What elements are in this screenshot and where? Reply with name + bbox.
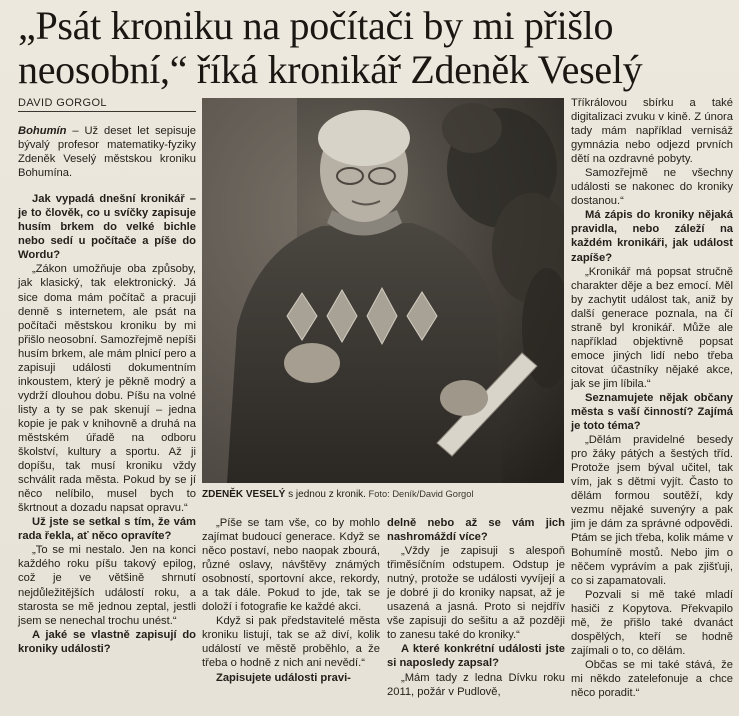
headline-line-2: neosobní,“ říká kronikář Zdeněk Veselý (18, 47, 643, 92)
answer-7c: Občas se mi také stává, že mi někdo zatelefonuje a chce něco poradit.“ (571, 658, 733, 699)
column-1 (18, 124, 196, 656)
column-2 (202, 516, 380, 685)
answer-3b: Když si pak představitelé města kroniku listují, tak se až diví, kolik událostí ve městě proběhlo, a že třeba o hodně z nich ani nevědí.“ (202, 615, 380, 670)
question-4-start: Zapisujete události pravi- (216, 671, 351, 684)
answer-6: „Kronikář má popsat stručně charakter děje a bez emocí. Měl by zachytit událost tak, aniž by další generace poznala, na čí straně byl kronikář. Může ale například objektivně popsat emoce jiných lidí nebo třeba citovat účastníky nějaké akce, jak se jim líbila.“ (571, 265, 733, 390)
answer-3: „Píše se tam vše, co by mohlo zajímat budoucí generace. Když se něco postaví, nebo naopak zbourá, různé oslavy, návštěvy známých osobností, sportovní akce, rekordy, a tak dále. Pokud to jde, tak se doloží i fotografie ke každé akci. (202, 517, 380, 614)
headline (18, 4, 733, 92)
question-5: A které konkrétní události jste si naposledy zapsal? (387, 643, 565, 670)
headline-line-1: „Psát kroniku na počítači by mi přišlo (18, 3, 614, 48)
question-7: Seznamujete nějak občany města s vaší činností? Zajímá je toto téma? (571, 391, 733, 433)
answer-7: „Dělám pravidelné besedy pro žáky pátých a šestých tříd. Protože jsem býval učitel, tak vím, jak s dětmi vyjít. Často to dělám formou soutěží, kdy vezmu nějaké suvenýry a pak jim je dám za správné odpovědi. Ptám se jich třeba, kolik máme v Bohumíně mostů. Nebo jim o něčem vyprávím a pak zjišťuji, co si zapamatovali. (571, 434, 733, 587)
answer-1: „Zákon umožňuje oba způsoby, jak klasický, tak elektronický. Já sice doma mám počítač a pracuji denně s internetem, ale psát na počítači městskou kroniku by mi přišlo neosobní. Samozřejmě nepíši husím brkem, ale mám plnicí pero a zapisuji události dokumentním inkoustem, který je pěkně modrý a vydrží dlouhou dobu. Píšu na volné listy a ty se pak skenují – jedna kopie je pak v knihovně a druhá na městském úřadě na odboru školství, kultury a sportu. Až ji dopíšu, tak musí kroniku vždy schválit rada města. Pokud by se jí něco nelíbilo, musel bych to škrtnout a dozadu napsat opravu.“ (18, 263, 196, 515)
answer-2: „To se mi nestalo. Jen na konci každého roku píšu takový epilog, což je ve většině shrnutí nejdůležitějších událostí roku, a starosta se mě jednou zeptal, jestli jsem se nenechal trochu unést.“ (18, 544, 196, 627)
lead-place: Bohumín (18, 125, 67, 137)
byline-rule (18, 111, 196, 112)
answer-5: „Mám tady z ledna Dívku roku 2011, požár v Pudlově, (387, 671, 565, 698)
column-3 (387, 516, 565, 699)
column-4 (571, 96, 733, 700)
caption-name: ZDENĚK VESELÝ (202, 489, 286, 500)
question-2: Už jste se setkal s tím, že vám rada řekla, ať něco opravíte? (18, 516, 196, 543)
portrait-illustration (202, 98, 564, 483)
lead-paragraph (18, 124, 196, 180)
photo-caption (202, 489, 564, 500)
caption-credit: Foto: Deník/David Gorgol (365, 489, 474, 499)
answer-7b: Pozvali si mě také mladí hasiči z Kopytova. Překvapilo mě, že přišlo také dvanáct dospělých, kteří se hodně zajímali o to, co dělám. (571, 588, 733, 657)
lead-text: – Už deset let sepisuje bývalý profesor matematiky-fyziky Zdeněk Veselý městskou kroniku Bohumína. (18, 125, 196, 180)
question-1: Jak vypadá dnešní kronikář – je to člověk, co u svíčky zapisuje husím brkem do velké bichle nebo sedí u počítače a píše do Wordu? (18, 193, 196, 262)
byline: DAVID GORGOL (18, 97, 107, 109)
photo-zdenek-vesely (202, 98, 564, 483)
question-6: Má zápis do kroniky nějaká pravidla, nebo záleží na každém kronikáři, jak událost zapíše? (571, 209, 733, 264)
caption-text: s jednou z kronik. (285, 489, 366, 500)
question-3: A jaké se vlastně zapisují do kroniky události? (18, 628, 196, 655)
answer-4: „Vždy je zapisuji s alespoň třiměsíčním odstupem. Odstup je nutný, protože se události vyvíjejí a je dobré ji do kroniky napsat, až je usazená a jasná. Proto si nejdřív vše zapisuji do sešitu a až později to zanesu také do kroniky.“ (387, 545, 565, 642)
answer-5c: Samozřejmě ne všechny události se nakonec do kroniky dostanou.“ (571, 167, 733, 208)
answer-5b: Tříkrálovou sbírku a také digitalizaci zvuku v kině. Z února tady mám například vernisáž gymnázia nebo odjezd prvních dětí na ozdravné pobyty. (571, 97, 733, 166)
question-4-end: delně nebo až se vám jich nashromáždí více? (387, 517, 565, 544)
